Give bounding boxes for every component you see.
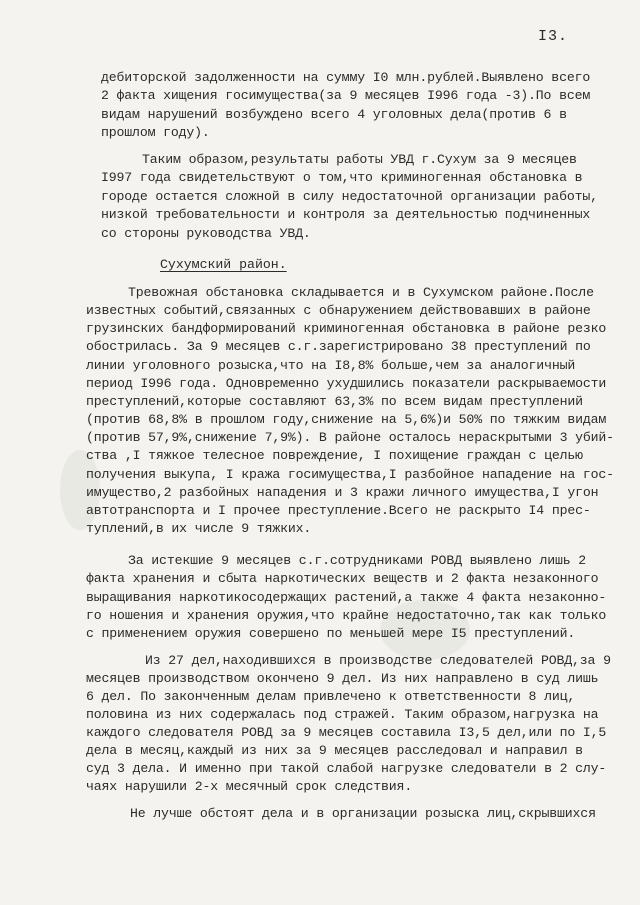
page-number: I3. xyxy=(538,28,569,45)
text-line: Таким образом,результаты работы УВД г.Сухум за 9 месяцев xyxy=(142,152,577,167)
text-line: преступлений,которые составляют 63,3% по всем видам преступлений xyxy=(86,394,583,409)
text-line: каждого следователя РОВД за 9 месяцев составила I3,5 дел,или по I,5 xyxy=(86,725,607,740)
text-line: обострилась. За 9 месяцев с.г.зарегистрировано 38 преступлений по xyxy=(86,339,591,354)
text-line: грузинских бандформирований криминогенная обстановка в районе резко xyxy=(86,321,607,336)
text-line: Не лучше обстоят дела и в организации розыска лиц,скрывшихся xyxy=(130,806,596,821)
text-line: дебиторской задолженности на сумму I0 млн.рублей.Выявлено всего xyxy=(101,70,591,85)
text-line: период I996 года. Одновременно ухудшились показатели раскрываемости xyxy=(86,376,607,391)
text-line: выращивания наркотикосодержащих растений,а также 4 факта незаконно- xyxy=(86,590,607,605)
text-line: с применением оружия совершено по меньшей мере I5 преступлений. xyxy=(86,626,576,641)
text-line: автотранспорта и I прочее преступление.Всего не раскрыто I4 прес- xyxy=(86,503,591,518)
text-line: туплений,в их числе 9 тяжких. xyxy=(86,521,312,536)
text-line: со стороны руководства УВД. xyxy=(101,226,311,241)
text-line: имущество,2 разбойных нападения и 3 кражи личного имущества,I угон xyxy=(86,485,599,500)
text-line: дела в месяц,каждый из них за 9 месяцев расследовал и направил в xyxy=(86,743,583,758)
text-line: прошлом году). xyxy=(101,125,210,140)
text-line: 6 дел. По законченным делам привлечено к ответственности 8 лиц, xyxy=(86,689,576,704)
text-line: видам нарушений возбуждено всего 4 уголовных дела(против 6 в xyxy=(101,107,567,122)
text-line: За истекшие 9 месяцев с.г.сотрудниками РОВД выявлено лишь 2 xyxy=(128,553,587,568)
text-line: ства ,I тяжкое телесное повреждение, I похищение граждан с целью xyxy=(86,448,583,463)
text-line: (против 68,8% в прошлом году,снижение на 5,6%)и 50% по тяжким видам xyxy=(86,412,607,427)
section-heading: Сухумский район. xyxy=(160,257,287,272)
text-line: 2 факта хищения госимущества(за 9 месяцев I996 года -3).По всем xyxy=(101,88,591,103)
text-line: (против 57,9%,снижение 7,9%). В районе осталось нераскрытыми 3 убий- xyxy=(86,430,614,445)
text-line: линии уголовного розыска,что на I8,8% больше,чем за аналогичный xyxy=(86,358,576,373)
text-line: известных событий,связанных с обнаружением действовавших в районе xyxy=(86,303,591,318)
text-line: городе остается сложной в силу недостаточной организации работы, xyxy=(101,189,598,204)
text-line: получения выкупа, I кража госимущества,I разбойное нападение на гос- xyxy=(86,467,614,482)
text-line: чаях нарушили 2-х месячный срок следствия. xyxy=(86,779,413,794)
text-line: I997 года свидетельствуют о том,что криминогенная обстановка в xyxy=(101,170,583,185)
text-line: половина из них содержалась под стражей. Таким образом,нагрузка на xyxy=(86,707,599,722)
text-line: низкой требовательности и контроля за деятельностью подчиненных xyxy=(101,207,591,222)
text-line: Тревожная обстановка складывается и в Сухумском районе.После xyxy=(128,285,594,300)
text-line: факта хранения и сбыта наркотических веществ и 2 факта незаконного xyxy=(86,571,599,586)
text-line: го ношения и хранения оружия,что крайне недостаточно,так как только xyxy=(86,608,607,623)
text-line: суд 3 дела. И именно при такой слабой нагрузке следователи в 2 слу- xyxy=(86,761,607,776)
text-line: месяцев производством окончено 9 дел. Из них направлено в суд лишь xyxy=(86,671,599,686)
text-line: Из 27 дел,находившихся в производстве следователей РОВД,за 9 xyxy=(145,653,611,668)
